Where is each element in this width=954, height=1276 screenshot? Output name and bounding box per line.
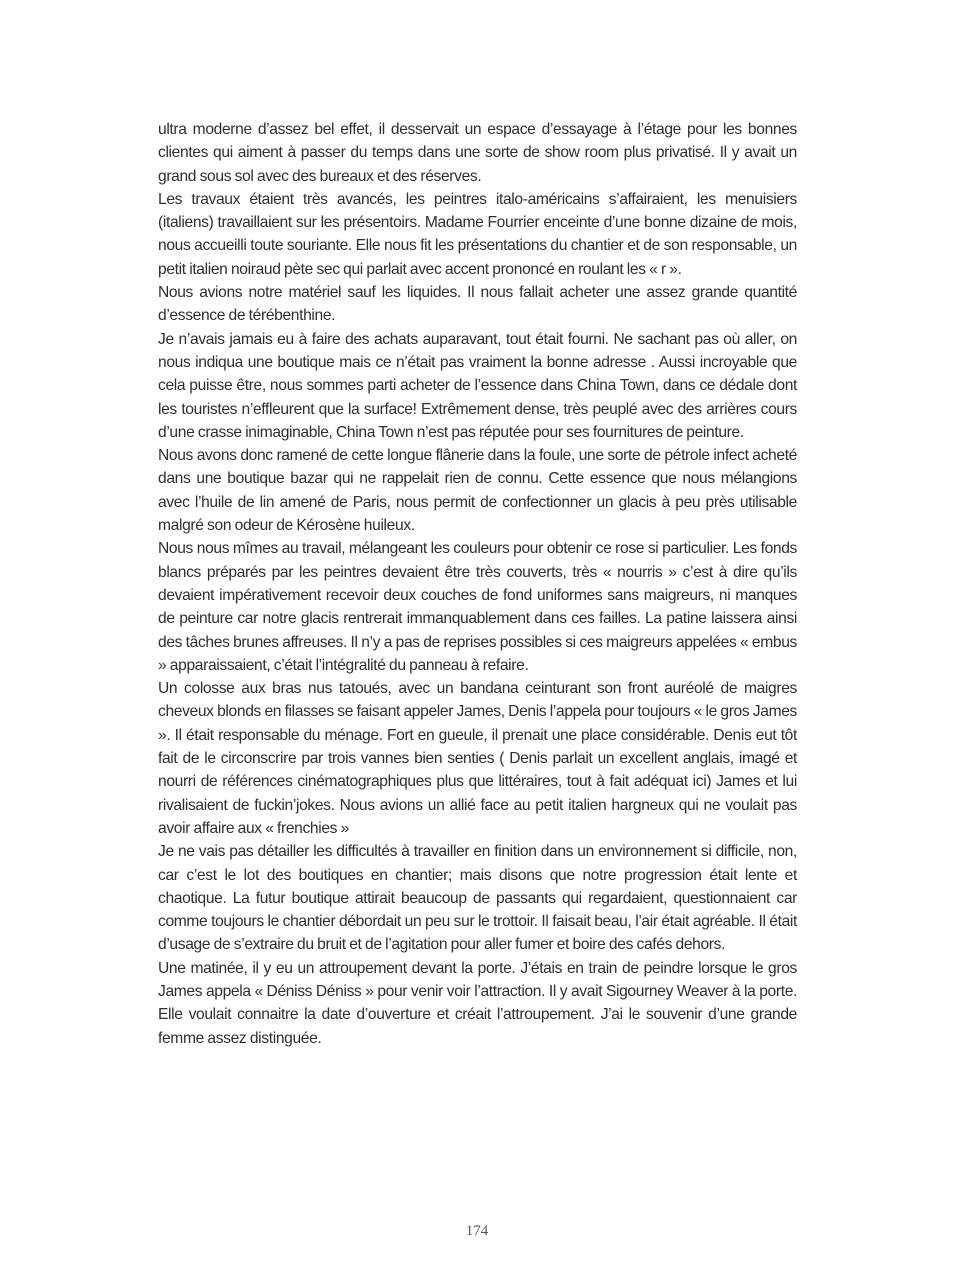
paragraph-7: Un colosse aux bras nus tatoués, avec un bandana ceinturant son front auréolé de maigres cheveux blonds en filasses se faisant appeler James, Denis l’appela pour toujours « le gros James ». Il était responsable du ménage. Fort en gueule, il prenait une place considérable. Denis eut tôt fait de le circonscrire par trois vannes bien senties ( Denis parlait un excellent anglais, imagé et nourri de références cinématographiques plus que littéraires, tout à fait adéquat ici) James et lui rivalisaient de fuckin’jokes. Nous avions un allié face au petit italien hargneux qui ne voulait pas avoir affaire aux « frenchies »	[158, 680, 797, 837]
paragraph-4: Je n’avais jamais eu à faire des achats auparavant, tout était fourni. Ne sachant pas où aller, on nous indiqua une boutique mais ce n’était pas vraiment la bonne adresse . Aussi incroyable que cela puisse être, nous sommes parti acheter de l’essence dans China Town, dans ce dédale dont les touristes n’effleurent que la surface! Extrêmement dense, très peuplé avec des arrières cours d’une crasse inimaginable, China Town n’est pas réputée pour ses fournitures de peinture.	[158, 330, 797, 441]
paragraph-2: Les travaux étaient très avancés, les peintres italo-américains s’affairaient, les menuisiers (italiens) travaillaient sur les présentoirs. Madame Fourrier enceinte d’une bonne dizaine de mois, nous accueilli toute souriante. Elle nous fit les présentations du chantier et de son responsable, un petit italien noiraud pète sec qui parlait avec accent prononcé en roulant les « r ».	[158, 190, 797, 278]
paragraph-9: Une matinée, il y eu un attroupement devant la porte. J’étais en train de peindre lorsque le gros James appela « Déniss Déniss » pour venir voir l’attraction. Il y avait Sigourney Weaver à la porte. Elle voulait connaitre la date d’ouverture et créait l’attroupement. J’ai le souvenir d’une grande femme assez distinguée.	[158, 959, 797, 1047]
paragraph-3: Nous avions notre matériel sauf les liquides. Il nous fallait acheter une assez grande quantité d’essence de térébenthine.	[158, 284, 797, 325]
paragraph-1: ultra moderne d’assez bel effet, il desservait un espace d’essayage à l’étage pour les bonnes clientes qui aiment à passer du temps dans une sorte de show room plus privatisé. Il y avait un grand sous sol avec des bureaux et des réserves.	[158, 121, 797, 185]
body-text	[158, 118, 797, 1050]
paragraph-5: Nous avons donc ramené de cette longue flânerie dans la foule, une sorte de pétrole infect acheté dans une boutique bazar qui ne rappelait rien de connu. Cette essence que nous mélangions avec l’huile de lin amené de Paris, nous permit de confectionner un glacis à peu près utilisable malgré son odeur de Kérosène huileux.	[158, 447, 797, 535]
paragraph-6: Nous nous mîmes au travail, mélangeant les couleurs pour obtenir ce rose si particulier. Les fonds blancs préparés par les peintres devaient être très couverts, très « nourris » c’est à dire qu’ils devaient impérativement recevoir deux couches de fond uniformes sans maigreurs, ni manques de peinture car notre glacis rentrerait immanquablement dans ces failles. La patine laissera ainsi des tâches brunes affreuses. Il n’y a pas de reprises possibles si ces maigreurs appelées « embus » apparaissaient, c’était l’intégralité du panneau à refaire.	[158, 540, 797, 674]
page-number: 174	[465, 1223, 489, 1239]
paragraph-8: Je ne vais pas détailler les difficultés à travailler en finition dans un environnement si difficile, non, car c’est le lot des boutiques en chantier; mais disons que notre progression était lente et chaotique. La futur boutique attirait beaucoup de passants qui regardaient, questionnaient car comme toujours le chantier débordait un peu sur le trottoir. Il faisait beau, l’air était agréable. Il était d’usage de s’extraire du bruit et de l’agitation pour aller fumer et boire des cafés dehors.	[158, 843, 797, 954]
